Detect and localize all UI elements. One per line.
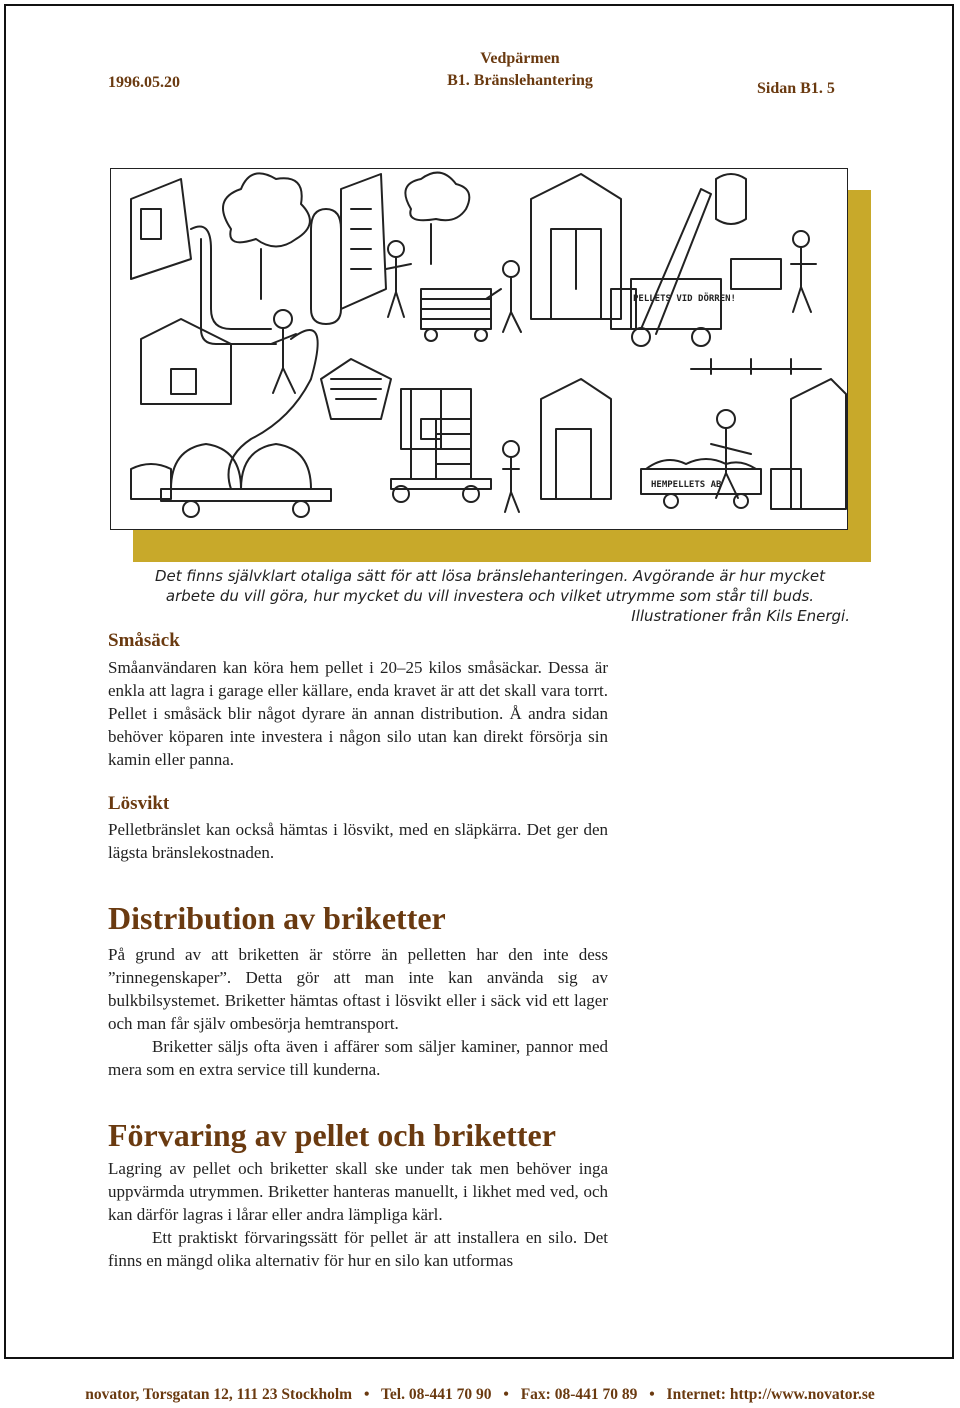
header-title [400,48,640,92]
footer-fax: Fax: 08-441 70 89 [520,1386,638,1403]
bullet-icon: • [649,1386,655,1403]
footer-company: novator, Torsgatan 12, 111 23 Stockholm [85,1386,353,1403]
heading-losvikt: Lösvikt [108,793,170,814]
paragraph-briketter-2: Briketter säljs ofta även i affärer som säljer kaminer, pannor med mera som en extra service till kunderna. [108,1037,608,1079]
heading-forvaring: Förvaring av pellet och briketter [108,1117,556,1153]
header-section: B1. Bränslehantering [447,72,593,89]
paragraph-forvaring-2: Ett praktiskt förvaringssätt för pellet är att installera en silo. Det finns en mängd olika alternativ för hur en silo kan utformas [108,1228,608,1270]
footer [0,1386,960,1404]
illustration-caption [130,566,850,626]
paragraph-forvaring-1: Lagring av pellet och briketter skall ske under tak men behöver inga uppvärmda utrymmen. Briketter hanteras manuellt, i likhet med ved, och kan därför lagras i lårar eller andra lämpliga kärl. [108,1159,608,1224]
caption-credit: Illustrationer från Kils Energi. [631,607,850,625]
truck-sign-2: HEMPELLETS AB [651,480,722,490]
bullet-icon: • [363,1386,370,1403]
paragraph-briketter [108,943,608,1081]
paragraph-briketter-1: På grund av att briketten är större än pelletten har den inte dess ”rinnegenskaper”. Detta gör att man inte kan använda sig av bulkbilsystemet. Briketter hämtas oftast i lösvikt eller i säck vid ett lager och man får själv ombesörja hemtransport. [108,945,608,1033]
heading-smasack: Småsäck [108,630,180,651]
truck-sign-1: PELLETS VID DÖRREN! [633,294,736,304]
paragraph-smasack: Småanvändaren kan köra hem pellet i 20–25 kilos småsäckar. Dessa är enkla att lagra i garage eller källare, enda kravet är att det skall vara torrt. Pellet i småsäck blir något dyrare än annan distribution. Å andra sidan behöver köparen inte investera i någon silo utan kan direkt försörja sin kamin eller panna. [108,658,608,769]
header-page-number: Sidan B1. 5 [757,80,835,97]
bullet-icon: • [503,1386,509,1403]
footer-tel: Tel. 08-441 70 90 [380,1386,492,1403]
footer-internet: Internet: http://www.novator.se [666,1386,875,1403]
header-date: 1996.05.20 [108,74,180,91]
header-binder: Vedpärmen [480,50,560,67]
paragraph-losvikt: Pelletbränslet kan också hämtas i lösvikt, med en släpkärra. Det ger den lägsta bränslekostnaden. [108,820,608,862]
caption-line-2: arbete du vill göra, hur mycket du vill investera och vilket utrymme som står till buds. [165,587,815,605]
paragraph-forvaring [108,1157,608,1272]
caption-line-1: Det finns självklart otaliga sätt för att lösa bränslehanteringen. Avgörande är hur mycket [154,567,825,585]
heading-distribution-briketter: Distribution av briketter [108,900,446,936]
illustration-drawing [111,169,847,529]
illustration [110,168,848,530]
